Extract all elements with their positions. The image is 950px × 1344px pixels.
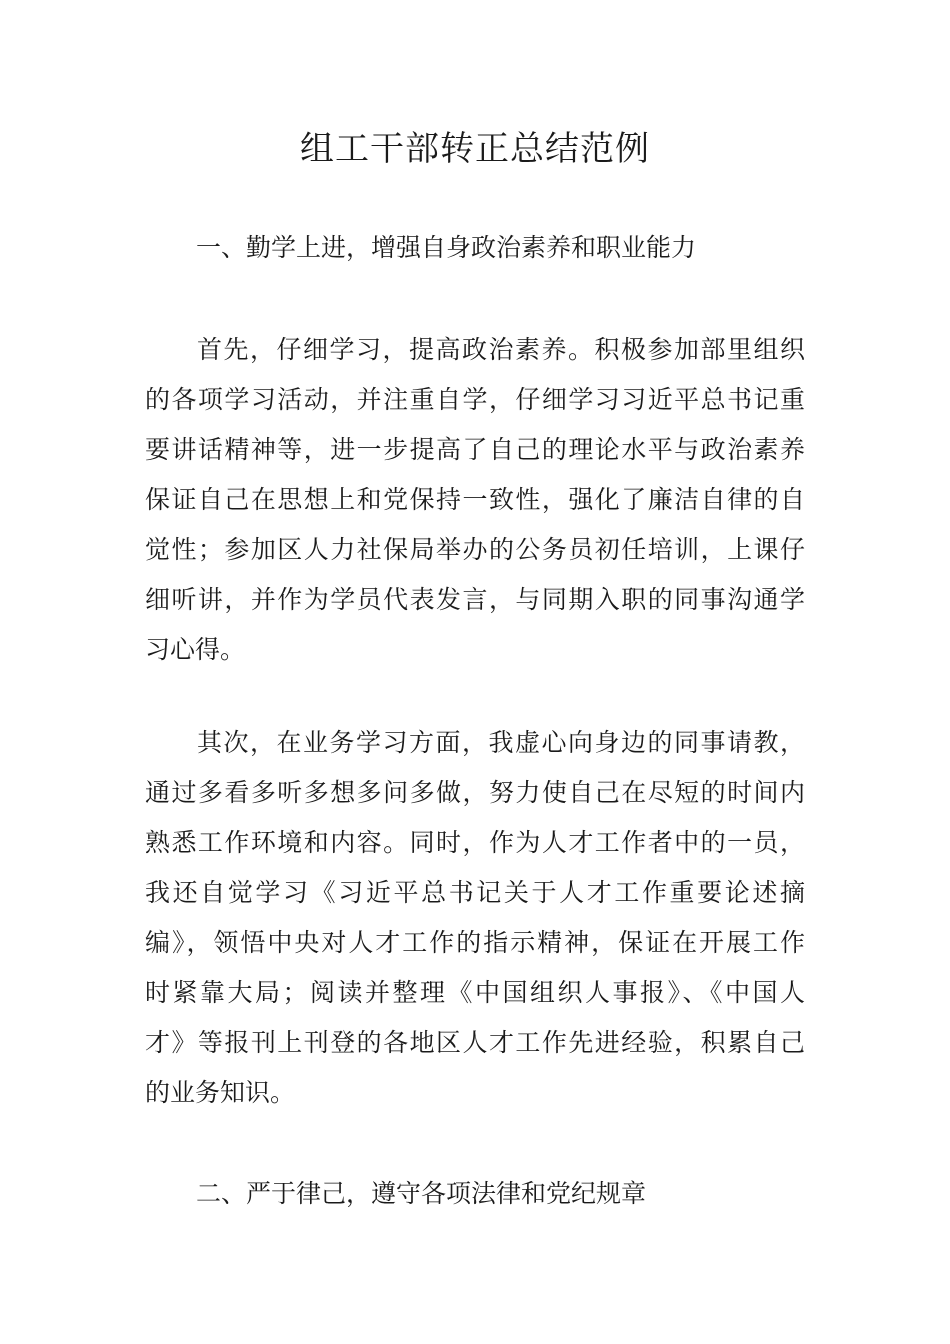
paragraph-line: 才》等报刊上刊登的各地区人才工作先进经验，积累自己	[145, 1028, 805, 1057]
paragraph-line: 觉性；参加区人力社保局举办的公务员初任培训，上课仔	[145, 535, 805, 564]
paragraph-1	[145, 325, 805, 675]
paragraph-line: 习心得。	[145, 635, 246, 664]
paragraph-line: 时紧靠大局；阅读并整理《中国组织人事报》、《中国人	[145, 978, 805, 1007]
paragraph-line: 首先，仔细学习，提高政治素养。积极参加部里组织	[197, 335, 805, 364]
section-heading-2: 二、严于律己，遵守各项法律和党纪规章	[196, 1179, 647, 1208]
section-heading-1: 一、勤学上进，增强自身政治素养和职业能力	[196, 233, 697, 262]
paragraph-line: 的各项学习活动，并注重自学，仔细学习习近平总书记重	[145, 385, 805, 414]
paragraph-2	[145, 718, 805, 1118]
paragraph-line: 的业务知识。	[145, 1078, 296, 1107]
paragraph-line: 熟悉工作环境和内容。同时，作为人才工作者中的一员，	[145, 828, 805, 857]
paragraph-line: 我还自觉学习《习近平总书记关于人才工作重要论述摘	[145, 878, 805, 907]
paragraph-line: 其次，在业务学习方面，我虚心向身边的同事请教，	[197, 728, 805, 757]
paragraph-line: 保证自己在思想上和党保持一致性，强化了廉洁自律的自	[145, 485, 805, 514]
paragraph-line: 通过多看多听多想多问多做，努力使自己在尽短的时间内	[145, 778, 805, 807]
paragraph-line: 编》，领悟中央对人才工作的指示精神，保证在开展工作	[145, 928, 805, 957]
paragraph-line: 要讲话精神等，进一步提高了自己的理论水平与政治素养	[145, 435, 805, 464]
document-title: 组工干部转正总结范例	[300, 129, 650, 169]
paragraph-line: 细听讲，并作为学员代表发言，与同期入职的同事沟通学	[145, 585, 805, 614]
